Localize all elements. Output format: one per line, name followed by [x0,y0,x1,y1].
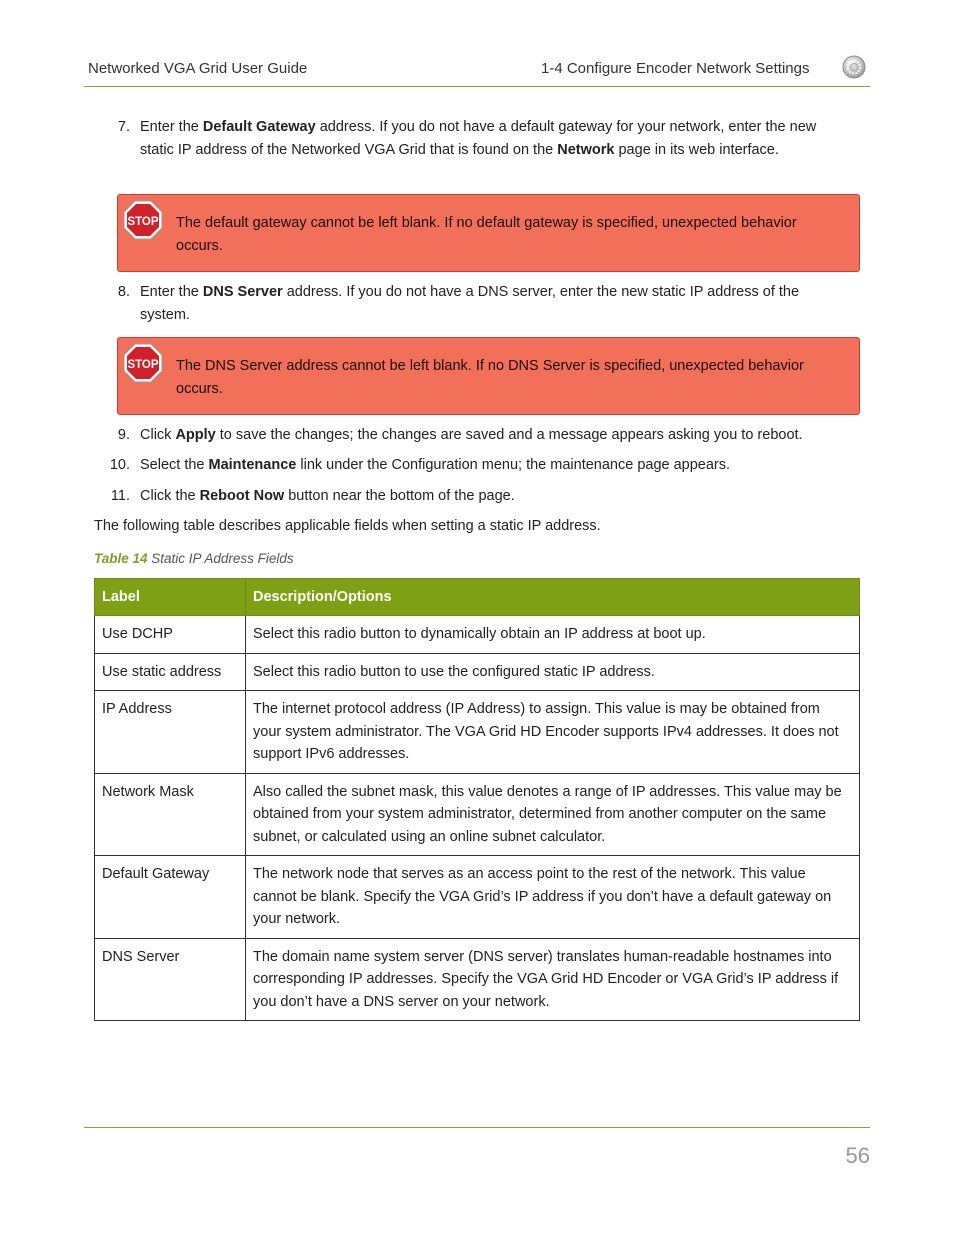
table-row [95,616,860,654]
warning-callout-gateway [117,194,860,272]
svg-text:STOP: STOP [127,359,159,371]
ui-term: Network [557,141,615,158]
step-text: Enter the Default Gateway address. If you do not have a default gateway for your network, enter the new static IP address of the Networked VGA Grid that is found on the Network page in its web interface. [140,119,817,158]
step-number: 8. [117,284,130,300]
step-11 [108,485,848,508]
field-label: Use DCHP [95,616,246,654]
table-caption [94,551,294,566]
table-row [95,653,860,691]
field-label: IP Address [95,691,246,774]
step-text: Enter the DNS Server address. If you do not have a DNS server, enter the new static IP address of the system. [140,284,800,323]
step-number: 7. [117,119,130,135]
table-row [95,691,860,774]
ui-term: DNS Server [202,284,283,300]
field-description: Select this radio button to dynamically obtain an IP address at boot up. [246,616,860,654]
field-description: Also called the subnet mask, this value denotes a range of IP addresses. This value may be obtained from your system administrator, determined from another computer on the same subnet, or calculated using an online subnet calculator. [246,773,860,856]
gear-seal-icon [842,55,866,79]
step-10 [108,454,848,477]
stop-sign-icon [123,343,163,383]
ui-term: Apply [175,427,216,443]
field-label: Default Gateway [95,856,246,939]
footer-divider [84,1127,870,1128]
step-7 [108,116,848,161]
field-description: The network node that serves as an access point to the rest of the network. This value cannot be blank. Specify the VGA Grid’s IP address if you don’t have a default gateway on your network. [246,856,860,939]
field-label: Network Mask [95,773,246,856]
step-text: Select the Maintenance link under the Configuration menu; the maintenance page appears. [140,457,731,473]
table-row [95,856,860,939]
field-description: Select this radio button to use the configured static IP address. [246,653,860,691]
page-number: 56 [845,1143,870,1168]
warning-text: The default gateway cannot be left blank. If no default gateway is specified, unexpected behavior occurs. [176,215,797,254]
field-label: Use static address [95,653,246,691]
step-text: Click the Reboot Now button near the bottom of the page. [140,488,515,504]
header-divider [84,86,870,87]
table-header-row [95,579,860,616]
table-row [95,773,860,856]
ui-term: Reboot Now [199,488,285,504]
document-title: Networked VGA Grid User Guide [88,60,308,77]
section-title: 1-4 Configure Encoder Network Settings [541,60,810,77]
column-header-label: Label [95,579,246,616]
svg-text:STOP: STOP [127,216,159,228]
ui-term: Default Gateway [202,119,316,135]
field-label: DNS Server [95,938,246,1021]
step-number: 9. [117,427,130,443]
static-ip-fields-table [94,578,860,1021]
table-caption-label: Table 14 [94,551,148,566]
step-number: 10. [109,457,130,473]
table-caption-title: Static IP Address Fields [151,551,294,566]
stop-sign-icon [123,200,163,240]
step-9 [108,424,848,447]
table-intro: The following table describes applicable fields when setting a static IP address. [94,518,601,534]
table-row [95,938,860,1021]
ui-term: Maintenance [208,457,297,473]
warning-callout-dns [117,337,860,415]
step-text: Click Apply to save the changes; the changes are saved and a message appears asking you to reboot. [140,427,803,443]
field-description: The domain name system server (DNS server) translates human-readable hostnames into corresponding IP addresses. Specify the VGA Grid HD Encoder or VGA Grid’s IP address if you don’t have a DNS server on your network. [246,938,860,1021]
step-8 [108,281,848,326]
step-number: 11. [110,488,130,504]
column-header-description: Description/Options [246,579,860,616]
field-description: The internet protocol address (IP Address) to assign. This value is may be obtained from your system administrator. The VGA Grid HD Encoder supports IPv4 addresses. It does not support IPv6 addresses. [246,691,860,774]
warning-text: The DNS Server address cannot be left blank. If no DNS Server is specified, unexpected behavior occurs. [176,358,804,397]
